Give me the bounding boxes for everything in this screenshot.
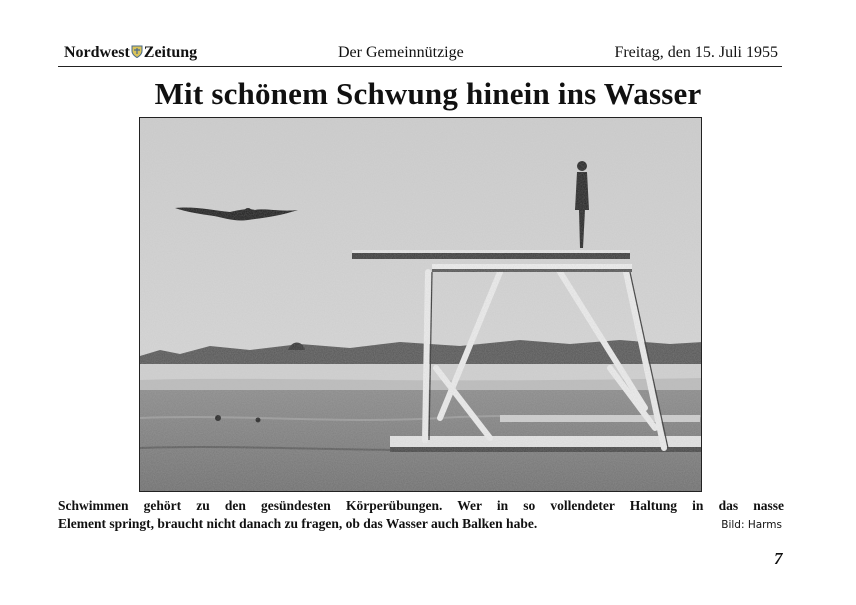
headline: Mit schönem Schwung hinein ins Wasser xyxy=(154,76,702,111)
masthead xyxy=(64,44,197,62)
caption-line-2 xyxy=(58,515,784,533)
caption-line-2-text: Element springt, braucht nicht danach zu fragen, ob das Wasser auch Balken habe. xyxy=(58,516,538,531)
diving-photo xyxy=(139,117,702,492)
masthead-left: Nordwest xyxy=(64,44,130,61)
photo-caption xyxy=(58,497,784,533)
page-number: 7 xyxy=(774,549,783,568)
newspaper-header xyxy=(58,40,782,67)
masthead-right: Zeitung xyxy=(143,44,198,61)
diving-photo-image xyxy=(140,118,702,492)
issue-date: Freitag, den 15. Juli 1955 xyxy=(614,44,778,61)
section-title: Der Gemeinnützige xyxy=(338,44,464,61)
caption-line-1: Schwimmen gehört zu den gesündesten Körperübungen. Wer in so vollendeter Haltung in das nasse xyxy=(58,498,784,513)
coat-of-arms-icon xyxy=(131,45,143,58)
photo-credit: Bild: Harms xyxy=(721,519,782,531)
